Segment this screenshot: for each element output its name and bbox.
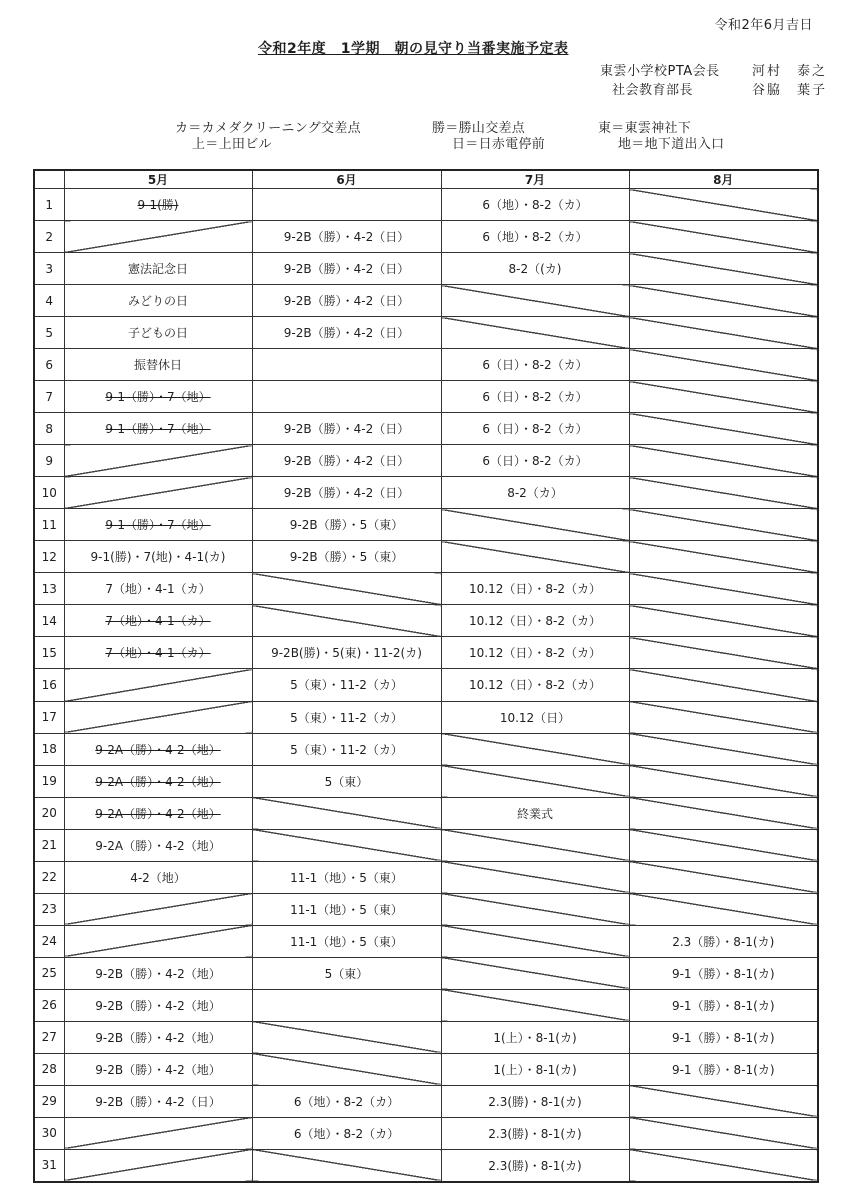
schedule-cell-june [252, 733, 441, 765]
day-number: 10 [34, 477, 64, 509]
schedule-cell-august [629, 829, 818, 861]
schedule-cell-august [629, 893, 818, 925]
schedule-cell-text: 11-1（地）・5（東） [290, 902, 403, 917]
schedule-cell-august [629, 797, 818, 829]
schedule-cell-text: 6（日）・8-2（カ） [482, 358, 588, 373]
header-month-may: 5月 [64, 170, 252, 189]
table-row [34, 861, 818, 893]
schedule-cell-june [252, 797, 441, 829]
schedule-cell-august [629, 733, 818, 765]
schedule-cell-june [252, 509, 441, 541]
schedule-cell-july [441, 477, 629, 509]
header-month-august: 8月 [629, 170, 818, 189]
schedule-cell-may [64, 733, 252, 765]
day-number: 20 [34, 797, 64, 829]
schedule-cell-july [441, 509, 629, 541]
day-number: 3 [34, 253, 64, 285]
schedule-cell-june [252, 989, 441, 1021]
schedule-cell-may [64, 1117, 252, 1149]
schedule-cell-august [629, 1117, 818, 1149]
schedule-cell-text: 5（東） [324, 774, 369, 789]
schedule-cell-july [441, 637, 629, 669]
schedule-cell-june [252, 445, 441, 477]
schedule-cell-june [252, 957, 441, 989]
schedule-cell-august [629, 989, 818, 1021]
day-number: 11 [34, 509, 64, 541]
schedule-cell-august [629, 957, 818, 989]
schedule-cell-text: 5（東）・11-2（カ） [290, 742, 403, 757]
schedule-cell-text: 9-1（勝）・8-1(カ) [671, 998, 775, 1013]
schedule-cell-june [252, 349, 441, 381]
schedule-cell-august [629, 541, 818, 573]
schedule-cell-text: 9-2A（勝）・4-2（地） [95, 806, 221, 821]
table-row [34, 317, 818, 349]
schedule-cell-june [252, 637, 441, 669]
schedule-cell-june [252, 317, 441, 349]
table-row [34, 797, 818, 829]
schedule-cell-text: 10.12（日）・8-2（カ） [469, 678, 601, 693]
day-number: 13 [34, 573, 64, 605]
schedule-cell-text: 9-2B（勝）・4-2（日） [283, 230, 410, 245]
schedule-cell-may [64, 317, 252, 349]
schedule-cell-text: 11-1（地）・5（東） [290, 934, 403, 949]
table-row [34, 765, 818, 797]
schedule-cell-text: 5（東） [324, 966, 369, 981]
schedule-cell-may [64, 253, 252, 285]
schedule-cell-august [629, 189, 818, 221]
schedule-cell-june [252, 477, 441, 509]
schedule-cell-text: 9-1（勝）・7（地） [105, 390, 211, 405]
schedule-cell-july [441, 925, 629, 957]
schedule-cell-text: 9-2B（勝）・4-2（日） [283, 262, 410, 277]
schedule-cell-text: 11-1（地）・5（東） [290, 870, 403, 885]
schedule-cell-july [441, 253, 629, 285]
legend-hi: 日＝日赤電停前 [452, 137, 546, 152]
schedule-cell-june [252, 829, 441, 861]
schedule-cell-june [252, 1117, 441, 1149]
schedule-cell-text: 9-1（勝）・8-1(カ) [671, 1062, 775, 1077]
schedule-cell-july [441, 349, 629, 381]
table-row [34, 1085, 818, 1117]
table-row [34, 253, 818, 285]
schedule-cell-text: 9-1(勝)・7(地)・4-1(カ) [90, 550, 226, 565]
schedule-cell-may [64, 445, 252, 477]
schedule-cell-text: 7（地）・4-1（カ） [105, 614, 211, 629]
table-row [34, 989, 818, 1021]
table-row [34, 285, 818, 317]
document-title: 令和2年度 1学期 朝の見守り当番実施予定表 [258, 41, 569, 57]
schedule-cell-july [441, 1053, 629, 1085]
day-number: 22 [34, 861, 64, 893]
day-number: 24 [34, 925, 64, 957]
day-number: 5 [34, 317, 64, 349]
schedule-cell-text: 9-2B（勝）・4-2（地） [95, 966, 221, 981]
schedule-cell-text: 6（地）・8-2（カ） [293, 1126, 400, 1141]
day-number: 28 [34, 1053, 64, 1085]
table-row [34, 829, 818, 861]
header-month-july: 7月 [441, 170, 629, 189]
schedule-cell-august [629, 1053, 818, 1085]
day-number: 8 [34, 413, 64, 445]
schedule-cell-june [252, 413, 441, 445]
schedule-cell-text: 9-2B（勝）・4-2（日） [283, 422, 410, 437]
legend-ue: 上＝上田ビル [192, 137, 272, 152]
schedule-cell-text: 6（地）・8-2（カ） [293, 1094, 400, 1109]
schedule-cell-text: みどりの日 [127, 294, 188, 309]
schedule-cell-august [629, 253, 818, 285]
schedule-cell-june [252, 285, 441, 317]
table-row [34, 477, 818, 509]
day-number: 6 [34, 349, 64, 381]
schedule-cell-august [629, 573, 818, 605]
schedule-cell-text: 終業式 [516, 806, 553, 821]
schedule-cell-text: 2.3(勝)・8-1(カ) [488, 1158, 582, 1173]
day-number: 30 [34, 1117, 64, 1149]
schedule-cell-july [441, 1021, 629, 1053]
schedule-cell-june [252, 189, 441, 221]
table-row [34, 541, 818, 573]
schedule-cell-july [441, 829, 629, 861]
day-number: 31 [34, 1149, 64, 1182]
schedule-cell-may [64, 573, 252, 605]
schedule-cell-august [629, 285, 818, 317]
table-row [34, 509, 818, 541]
table-row [34, 1149, 818, 1182]
schedule-cell-may [64, 893, 252, 925]
schedule-cell-june [252, 701, 441, 733]
schedule-cell-text: 9-1(勝) [137, 198, 179, 213]
schedule-cell-text: 5（東）・11-2（カ） [290, 678, 403, 693]
schedule-cell-text: 9-2B（勝）・4-2（日） [95, 1094, 221, 1109]
schedule-cell-july [441, 381, 629, 413]
signer2-name: 谷脇 葉子 [752, 83, 828, 98]
day-number: 16 [34, 669, 64, 701]
schedule-cell-august [629, 349, 818, 381]
schedule-cell-july [441, 285, 629, 317]
table-row [34, 957, 818, 989]
schedule-cell-august [629, 509, 818, 541]
schedule-cell-august [629, 1021, 818, 1053]
schedule-cell-text: 9-2B（勝）・4-2（地） [95, 998, 221, 1013]
table-row [34, 573, 818, 605]
schedule-cell-may [64, 221, 252, 253]
schedule-cell-text: 憲法記念日 [127, 262, 188, 277]
schedule-cell-text: 9-2A（勝）・4-2（地） [95, 838, 221, 853]
schedule-cell-text: 9-1（勝）・7（地） [105, 518, 211, 533]
schedule-cell-august [629, 413, 818, 445]
schedule-cell-july [441, 413, 629, 445]
table-row [34, 605, 818, 637]
schedule-cell-may [64, 509, 252, 541]
schedule-cell-june [252, 1021, 441, 1053]
schedule-cell-text: 7（地）・4-1（カ） [105, 582, 211, 597]
schedule-cell-text: 9-2B(勝)・5(東)・11-2(カ) [271, 646, 422, 661]
schedule-cell-june [252, 1085, 441, 1117]
schedule-cell-june [252, 1149, 441, 1182]
day-number: 21 [34, 829, 64, 861]
schedule-cell-may [64, 1085, 252, 1117]
day-number: 18 [34, 733, 64, 765]
schedule-cell-text: 6（地）・8-2（カ） [482, 198, 588, 213]
schedule-cell-june [252, 893, 441, 925]
table-row [34, 413, 818, 445]
schedule-cell-august [629, 477, 818, 509]
schedule-cell-text: 10.12（日）・8-2（カ） [469, 582, 601, 597]
schedule-cell-text: 9-2B（勝）・4-2（日） [283, 294, 410, 309]
schedule-cell-text: 6（日）・8-2（カ） [482, 390, 588, 405]
schedule-cell-text: 9-2A（勝）・4-2（地） [95, 742, 221, 757]
schedule-cell-july [441, 317, 629, 349]
schedule-cell-text: 4-2（地） [130, 870, 186, 885]
schedule-cell-june [252, 381, 441, 413]
schedule-cell-july [441, 797, 629, 829]
schedule-cell-july [441, 861, 629, 893]
schedule-cell-july [441, 541, 629, 573]
table-row [34, 1117, 818, 1149]
schedule-cell-july [441, 221, 629, 253]
legend-ka: カ＝カメダクリーニング交差点 [175, 121, 361, 136]
schedule-cell-august [629, 765, 818, 797]
schedule-cell-may [64, 989, 252, 1021]
table-row [34, 221, 818, 253]
schedule-cell-text: 9-1（勝）・7（地） [105, 422, 211, 437]
table-row [34, 637, 818, 669]
day-number: 23 [34, 893, 64, 925]
schedule-cell-august [629, 1085, 818, 1117]
header-month-june: 6月 [252, 170, 441, 189]
day-number: 2 [34, 221, 64, 253]
table-row [34, 701, 818, 733]
schedule-cell-august [629, 925, 818, 957]
day-number: 7 [34, 381, 64, 413]
table-row [34, 669, 818, 701]
day-number: 26 [34, 989, 64, 1021]
schedule-cell-text: 9-2B（勝）・5（東） [289, 518, 404, 533]
schedule-cell-text: 8-2（カ） [507, 486, 563, 501]
schedule-body [34, 189, 818, 1183]
schedule-cell-text: 子どもの日 [127, 326, 188, 341]
day-number: 12 [34, 541, 64, 573]
schedule-cell-text: 1(上）・8-1(カ) [493, 1030, 577, 1045]
schedule-cell-may [64, 637, 252, 669]
legend-higashi: 東＝東雲神社下 [598, 121, 692, 136]
schedule-cell-text: 9-2B（勝）・5（東） [289, 550, 404, 565]
day-number: 27 [34, 1021, 64, 1053]
schedule-table [33, 169, 819, 1183]
signer2-role: 社会教育部長 [612, 83, 694, 98]
day-number: 9 [34, 445, 64, 477]
schedule-cell-june [252, 765, 441, 797]
schedule-cell-june [252, 605, 441, 637]
schedule-cell-july [441, 1149, 629, 1182]
schedule-cell-may [64, 285, 252, 317]
schedule-cell-july [441, 445, 629, 477]
schedule-cell-text: 9-1（勝）・8-1(カ) [671, 966, 775, 981]
schedule-cell-june [252, 669, 441, 701]
schedule-cell-may [64, 925, 252, 957]
schedule-cell-july [441, 989, 629, 1021]
day-number: 1 [34, 189, 64, 221]
schedule-cell-july [441, 1117, 629, 1149]
table-row [34, 733, 818, 765]
table-row [34, 893, 818, 925]
schedule-cell-text: 9-1（勝）・8-1(カ) [671, 1030, 775, 1045]
schedule-cell-may [64, 829, 252, 861]
day-number: 4 [34, 285, 64, 317]
schedule-cell-may [64, 189, 252, 221]
table-row [34, 349, 818, 381]
day-number: 25 [34, 957, 64, 989]
schedule-cell-august [629, 1149, 818, 1182]
schedule-cell-text: 10.12（日）・8-2（カ） [469, 646, 601, 661]
schedule-cell-may [64, 1053, 252, 1085]
schedule-cell-text: 1(上）・8-1(カ) [493, 1062, 577, 1077]
document-date: 令和2年6月吉日 [714, 18, 813, 33]
schedule-cell-june [252, 541, 441, 573]
schedule-cell-text: 7（地）・4-1（カ） [105, 646, 211, 661]
schedule-cell-august [629, 605, 818, 637]
table-row [34, 925, 818, 957]
schedule-cell-text: 2.3（勝）・8-1(カ) [672, 934, 775, 949]
table-row [34, 1053, 818, 1085]
schedule-cell-june [252, 573, 441, 605]
schedule-cell-text: 8-2（(カ) [508, 262, 562, 277]
header-day-cell [34, 170, 64, 189]
schedule-cell-july [441, 189, 629, 221]
schedule-cell-may [64, 605, 252, 637]
schedule-cell-july [441, 701, 629, 733]
legend-chi: 地＝地下道出入口 [618, 137, 725, 152]
table-row [34, 189, 818, 221]
schedule-cell-text: 10.12（日）・8-2（カ） [469, 614, 601, 629]
schedule-cell-august [629, 637, 818, 669]
schedule-cell-text: 2.3(勝)・8-1(カ) [488, 1094, 582, 1109]
schedule-cell-august [629, 669, 818, 701]
schedule-cell-august [629, 701, 818, 733]
schedule-cell-may [64, 765, 252, 797]
schedule-cell-may [64, 1149, 252, 1182]
schedule-cell-may [64, 957, 252, 989]
schedule-cell-text: 2.3(勝)・8-1(カ) [488, 1126, 582, 1141]
table-row [34, 381, 818, 413]
day-number: 15 [34, 637, 64, 669]
schedule-cell-may [64, 861, 252, 893]
schedule-cell-may [64, 349, 252, 381]
schedule-cell-august [629, 445, 818, 477]
schedule-cell-text: 6（日）・8-2（カ） [482, 422, 588, 437]
schedule-cell-july [441, 669, 629, 701]
schedule-cell-june [252, 925, 441, 957]
day-number: 29 [34, 1085, 64, 1117]
schedule-cell-text: 9-2B（勝）・4-2（地） [95, 1030, 221, 1045]
schedule-cell-july [441, 733, 629, 765]
schedule-cell-text: 9-2B（勝）・4-2（地） [95, 1062, 221, 1077]
schedule-cell-may [64, 701, 252, 733]
schedule-cell-text: 5（東）・11-2（カ） [290, 710, 403, 725]
schedule-cell-june [252, 253, 441, 285]
schedule-cell-june [252, 1053, 441, 1085]
header-row [34, 170, 818, 189]
schedule-cell-may [64, 477, 252, 509]
schedule-cell-july [441, 573, 629, 605]
schedule-cell-text: 10.12（日） [499, 710, 571, 725]
day-number: 14 [34, 605, 64, 637]
schedule-cell-july [441, 893, 629, 925]
legend-kachi: 勝＝勝山交差点 [432, 121, 526, 136]
schedule-cell-august [629, 381, 818, 413]
schedule-cell-july [441, 765, 629, 797]
schedule-cell-august [629, 317, 818, 349]
schedule-cell-text: 9-2B（勝）・4-2（日） [283, 454, 410, 469]
schedule-cell-text: 6（地）・8-2（カ） [482, 230, 588, 245]
schedule-cell-may [64, 797, 252, 829]
schedule-cell-may [64, 381, 252, 413]
schedule-cell-june [252, 221, 441, 253]
day-number: 17 [34, 701, 64, 733]
signer1-role: 東雲小学校PTA会長 [600, 64, 720, 79]
schedule-cell-text: 9-2A（勝）・4-2（地） [95, 774, 221, 789]
schedule-cell-july [441, 1085, 629, 1117]
schedule-cell-may [64, 541, 252, 573]
schedule-cell-july [441, 957, 629, 989]
schedule-cell-may [64, 1021, 252, 1053]
schedule-cell-august [629, 221, 818, 253]
schedule-cell-text: 9-2B（勝）・4-2（日） [283, 486, 410, 501]
schedule-cell-text: 6（日）・8-2（カ） [482, 454, 588, 469]
table-row [34, 445, 818, 477]
schedule-cell-june [252, 861, 441, 893]
table-row [34, 1021, 818, 1053]
schedule-cell-may [64, 669, 252, 701]
schedule-cell-text: 振替休日 [133, 358, 182, 373]
schedule-cell-august [629, 861, 818, 893]
signer1-name: 河村 泰之 [752, 64, 828, 79]
day-number: 19 [34, 765, 64, 797]
schedule-cell-text: 9-2B（勝）・4-2（日） [283, 326, 410, 341]
schedule-cell-may [64, 413, 252, 445]
schedule-cell-july [441, 605, 629, 637]
